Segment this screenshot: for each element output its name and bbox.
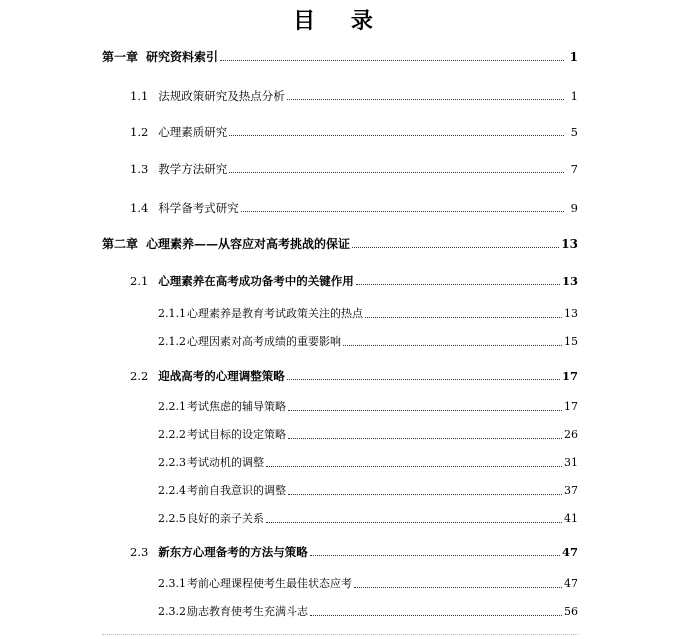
toc-title: 目 录 — [293, 8, 387, 34]
dot-leader — [287, 379, 560, 380]
toc-entry-2-2-1[interactable] — [158, 400, 578, 414]
entry-page: 9 — [570, 201, 578, 215]
entry-title: 考前自我意识的调整 — [187, 484, 286, 497]
entry-page: 47 — [561, 545, 578, 559]
entry-number: 1.3 — [130, 162, 149, 176]
entry-page: 26 — [564, 428, 578, 441]
dot-leader — [310, 555, 560, 556]
entry-page: 13 — [561, 274, 578, 288]
entry-number: 1.2 — [130, 125, 149, 139]
entry-page: 5 — [570, 125, 578, 139]
dot-leader — [354, 587, 562, 588]
entry-number: 2.3 — [130, 545, 149, 559]
dot-leader — [220, 60, 564, 61]
entry-title: 科学备考式研究 — [158, 201, 239, 215]
entry-title: 心理素养——从容应对高考挑战的保证 — [146, 237, 351, 251]
entry-title: 法规政策研究及热点分析 — [158, 89, 285, 103]
entry-title: 考试目标的设定策略 — [187, 428, 286, 441]
toc-entry-2-2-2[interactable] — [158, 428, 578, 442]
entry-number: 1.1 — [130, 89, 149, 103]
dot-leader — [288, 438, 562, 439]
entry-page: 17 — [561, 369, 578, 383]
entry-title: 迎战高考的心理调整策略 — [158, 369, 285, 383]
toc-entry-2-2-5[interactable] — [158, 512, 578, 526]
toc-entry-2-3[interactable] — [130, 545, 578, 559]
toc-entry-2-2-3[interactable] — [158, 456, 578, 470]
toc-entry-1-4[interactable] — [130, 201, 578, 215]
dot-leader — [288, 494, 562, 495]
dot-leader — [310, 615, 562, 616]
entry-title: 心理因素对高考成绩的重要影响 — [187, 335, 341, 348]
entry-number: 2.1.1 — [158, 307, 186, 320]
dot-leader — [229, 172, 564, 173]
entry-number: 2.2.1 — [158, 400, 186, 413]
entry-title: 心理素质研究 — [158, 125, 228, 139]
toc-entry-1-3[interactable] — [130, 162, 578, 176]
entry-page: 41 — [564, 512, 578, 525]
entry-page: 1 — [570, 89, 578, 103]
entry-title: 新东方心理备考的方法与策略 — [158, 545, 308, 559]
entry-number: 2.2.4 — [158, 484, 186, 497]
entry-number: 第二章 — [102, 237, 139, 251]
toc-entry-chapter-1[interactable] — [102, 50, 578, 64]
entry-page: 47 — [564, 577, 578, 590]
entry-number: 2.1 — [130, 274, 149, 288]
dot-leader — [266, 522, 562, 523]
entry-title: 良好的亲子关系 — [187, 512, 264, 525]
entry-number: 2.3.2 — [158, 605, 186, 618]
dot-leader — [365, 317, 562, 318]
dot-leader — [229, 135, 564, 136]
toc-entry-2-2[interactable] — [130, 369, 578, 383]
entry-page: 37 — [564, 484, 578, 497]
next-entry-cutoff — [102, 634, 578, 635]
toc-entry-1-1[interactable] — [130, 89, 578, 103]
dot-leader — [287, 99, 564, 100]
toc-entry-2-1[interactable] — [130, 274, 578, 288]
entry-number: 2.2 — [130, 369, 149, 383]
entry-title: 励志教育使考生充满斗志 — [187, 605, 308, 618]
dot-leader — [356, 284, 560, 285]
entry-number: 2.2.2 — [158, 428, 186, 441]
dot-leader — [352, 247, 559, 248]
entry-title: 研究资料索引 — [146, 50, 219, 64]
entry-title: 考前心理课程使考生最佳状态应考 — [187, 577, 352, 590]
dot-leader — [288, 410, 562, 411]
dot-leader — [241, 211, 564, 212]
entry-number: 2.1.2 — [158, 335, 186, 348]
entry-number: 2.2.5 — [158, 512, 186, 525]
toc-entry-2-2-4[interactable] — [158, 484, 578, 498]
entry-title: 心理素养是教育考试政策关注的热点 — [187, 307, 363, 320]
entry-page: 7 — [570, 162, 578, 176]
dot-leader — [343, 345, 562, 346]
entry-page: 15 — [564, 335, 578, 348]
entry-number: 1.4 — [130, 201, 149, 215]
entry-number: 第一章 — [102, 50, 139, 64]
entry-title: 心理素养在高考成功备考中的关键作用 — [158, 274, 354, 288]
entry-title: 考试动机的调整 — [187, 456, 264, 469]
toc-entry-2-1-2[interactable] — [158, 335, 578, 349]
entry-number: 2.2.3 — [158, 456, 186, 469]
toc-entry-2-1-1[interactable] — [158, 307, 578, 321]
toc-entry-2-3-2[interactable] — [158, 605, 578, 619]
entry-page: 13 — [561, 237, 578, 251]
entry-page: 31 — [564, 456, 578, 469]
toc-entry-1-2[interactable] — [130, 125, 578, 139]
toc-entry-2-3-1[interactable] — [158, 577, 578, 591]
entry-page: 56 — [564, 605, 578, 618]
entry-title: 教学方法研究 — [158, 162, 228, 176]
entry-number: 2.3.1 — [158, 577, 186, 590]
entry-title: 考试焦虑的辅导策略 — [187, 400, 286, 413]
toc-entry-chapter-2[interactable] — [102, 237, 578, 251]
entry-page: 13 — [564, 307, 578, 320]
entry-page: 1 — [569, 50, 578, 64]
dot-leader — [266, 466, 562, 467]
entry-page: 17 — [564, 400, 578, 413]
